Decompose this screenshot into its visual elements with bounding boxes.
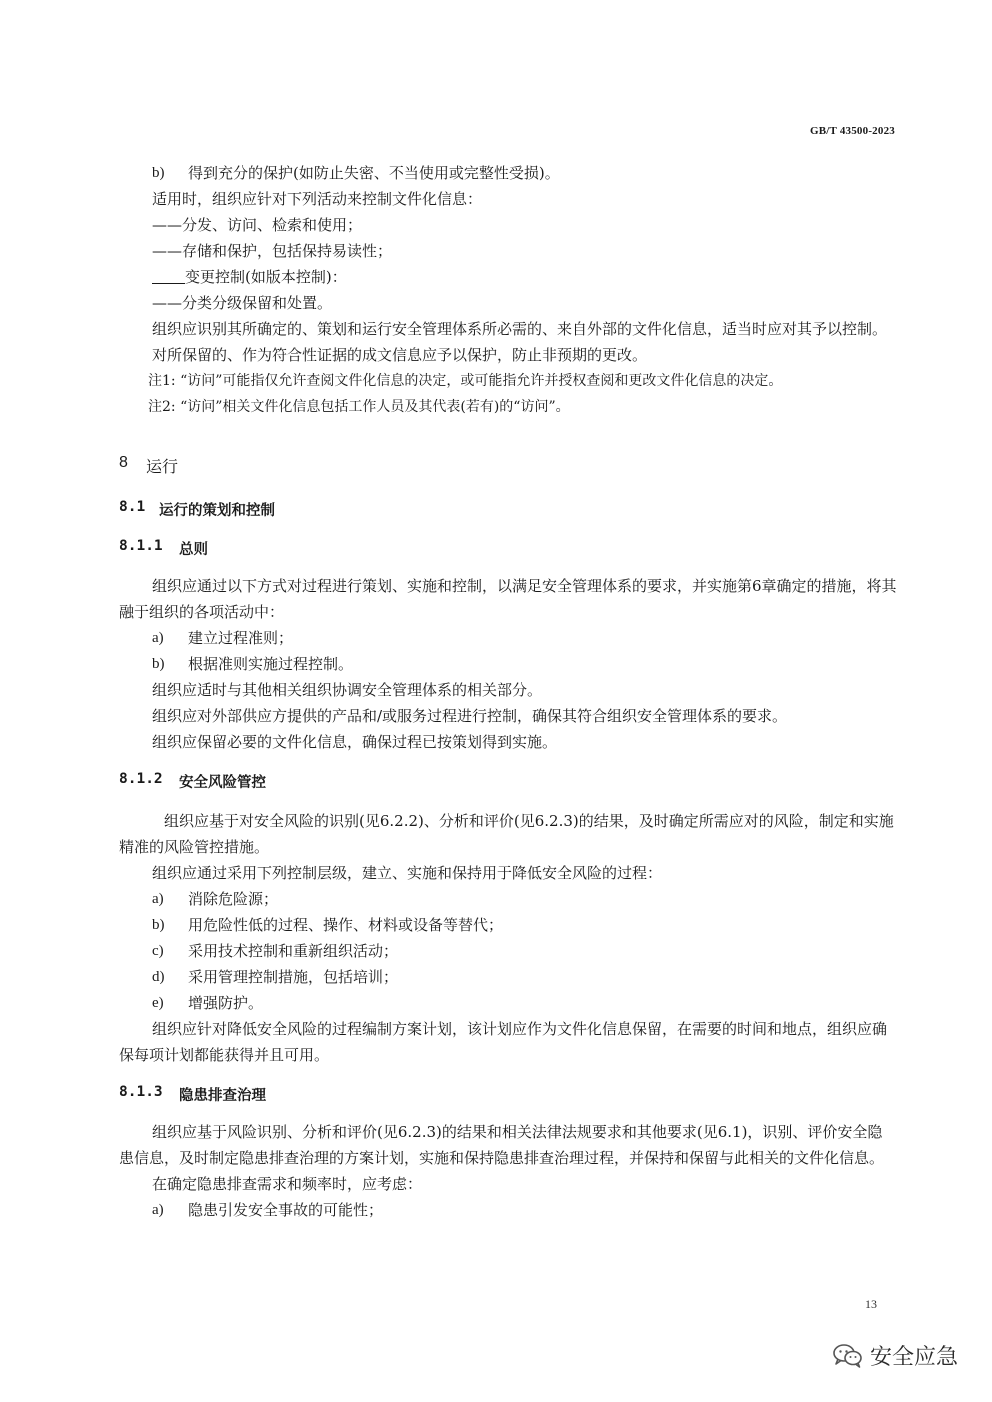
paragraph: 组织应针对降低安全风险的过程编制方案计划，该计划应作为文件化信息保留，在需要的时间和地点，组织应确保每项计划都能获得并且可用。: [119, 1020, 888, 1064]
paragraph: 适用时，组织应针对下列活动来控制文件化信息：: [152, 190, 483, 208]
list-text: 根据准则实施过程控制。: [188, 655, 354, 673]
list-marker: a): [152, 891, 164, 907]
list-item: [119, 651, 897, 677]
subsection-heading: [119, 771, 897, 792]
list-text: 采用管理控制措施，包括培训；: [188, 968, 399, 986]
paragraph: 在确定隐患排查需求和频率时，应考虑：: [152, 1175, 423, 1193]
subsection-heading: [119, 1084, 897, 1105]
subsection-number: 8.1.3: [119, 1084, 163, 1100]
paragraph: 组织应识别其所确定的、策划和运行安全管理体系所必需的、来自外部的文件化信息，适当时应对其予以控制。: [152, 320, 888, 338]
list-item: [119, 938, 897, 964]
list-marker: c): [152, 943, 164, 959]
subsection-number: 8.1.1: [119, 538, 163, 554]
watermark: [832, 1340, 958, 1371]
section-title: 运行的策划和控制: [159, 503, 275, 519]
paragraph: 组织应通过采用下列控制层级，建立、实施和保持用于降低安全风险的过程：: [152, 864, 663, 882]
note: 注1: “访问”可能指仅允许查阅文件化信息的决定，或可能指允许并授权查阅和更改文件化信息的决定。: [148, 373, 783, 389]
list-text: 得到充分的保护(如防止失密、不当使用或完整性受损)。: [188, 164, 560, 182]
paragraph: 组织应保留必要的文件化信息，确保过程已按策划得到实施。: [152, 733, 558, 751]
page-number: 13: [865, 1297, 877, 1311]
chapter-heading: [119, 454, 897, 477]
paragraph: 组织应适时与其他相关组织协调安全管理体系的相关部分。: [152, 681, 543, 699]
paragraph: 组织应基于风险识别、分析和评价(见6.2.3)的结果和相关法律法规要求和其他要求(见6.1)，识别、评价安全隐患信息，及时制定隐患排查治理的方案计划，实施和保持隐患排查治理过程，并保持和保留与此相关的文件化信息。: [119, 1123, 885, 1167]
list-marker: e): [152, 995, 164, 1011]
subsection-heading: [119, 538, 897, 559]
list-marker: d): [152, 969, 165, 985]
list-text: 采用技术控制和重新组织活动；: [188, 942, 399, 960]
chapter-number: 8: [119, 454, 128, 471]
list-text: 消除危险源；: [188, 890, 279, 908]
list-text: 建立过程准则；: [188, 629, 294, 647]
list-item: [119, 625, 897, 651]
list-text: 隐患引发安全事故的可能性；: [188, 1201, 384, 1219]
page-content: [119, 160, 897, 1223]
note: 注2: “访问”相关文件化信息包括工作人员及其代表(若有)的“访问”。: [148, 399, 570, 415]
section-heading: [119, 499, 897, 520]
section-number: 8.1: [119, 499, 146, 515]
list-item: [119, 964, 897, 990]
list-text: 用危险性低的过程、操作、材料或设备等替代；: [188, 916, 504, 934]
subsection-number: 8.1.2: [119, 771, 163, 787]
chapter-title: 运行: [146, 457, 179, 476]
list-text: 增强防护。: [188, 994, 264, 1012]
dash-item: [119, 264, 897, 290]
dash-item: ——分类分级保留和处置。: [152, 294, 333, 312]
list-item: [119, 886, 897, 912]
list-item: [119, 160, 897, 186]
dash-item: ——存储和保护，包括保持易读性；: [152, 242, 393, 260]
dash-text: 变更控制(如版本控制)：: [185, 268, 347, 286]
list-marker: b): [152, 656, 165, 672]
list-marker: b): [152, 917, 165, 933]
list-marker: a): [152, 1202, 164, 1218]
dash-item: ——分发、访问、检索和使用；: [152, 216, 363, 234]
dash-underline: [152, 268, 185, 284]
list-item: [119, 912, 897, 938]
list-marker: a): [152, 630, 164, 646]
subsection-title: 总则: [179, 542, 208, 558]
paragraph: 组织应对外部供应方提供的产品和/或服务过程进行控制，确保其符合组织安全管理体系的要求。: [152, 707, 788, 725]
watermark-text: 安全应急: [869, 1345, 958, 1370]
list-marker: b): [152, 165, 165, 181]
list-item: [119, 990, 897, 1016]
paragraph: 组织应通过以下方式对过程进行策划、实施和控制，以满足安全管理体系的要求，并实施第6章确定的措施，将其融于组织的各项活动中：: [119, 577, 897, 621]
paragraph: 组织应基于对安全风险的识别(见6.2.2)、分析和评价(见6.2.3)的结果，及时确定所需应对的风险，制定和实施精准的风险管控措施。: [119, 812, 894, 856]
paragraph: 对所保留的、作为符合性证据的成文信息应予以保护，防止非预期的更改。: [152, 346, 648, 364]
subsection-title: 隐患排查治理: [179, 1088, 266, 1104]
wechat-icon: [832, 1342, 864, 1370]
list-item: [119, 1197, 897, 1223]
standard-code: GB/T 43500-2023: [809, 125, 895, 137]
subsection-title: 安全风险管控: [179, 775, 266, 791]
